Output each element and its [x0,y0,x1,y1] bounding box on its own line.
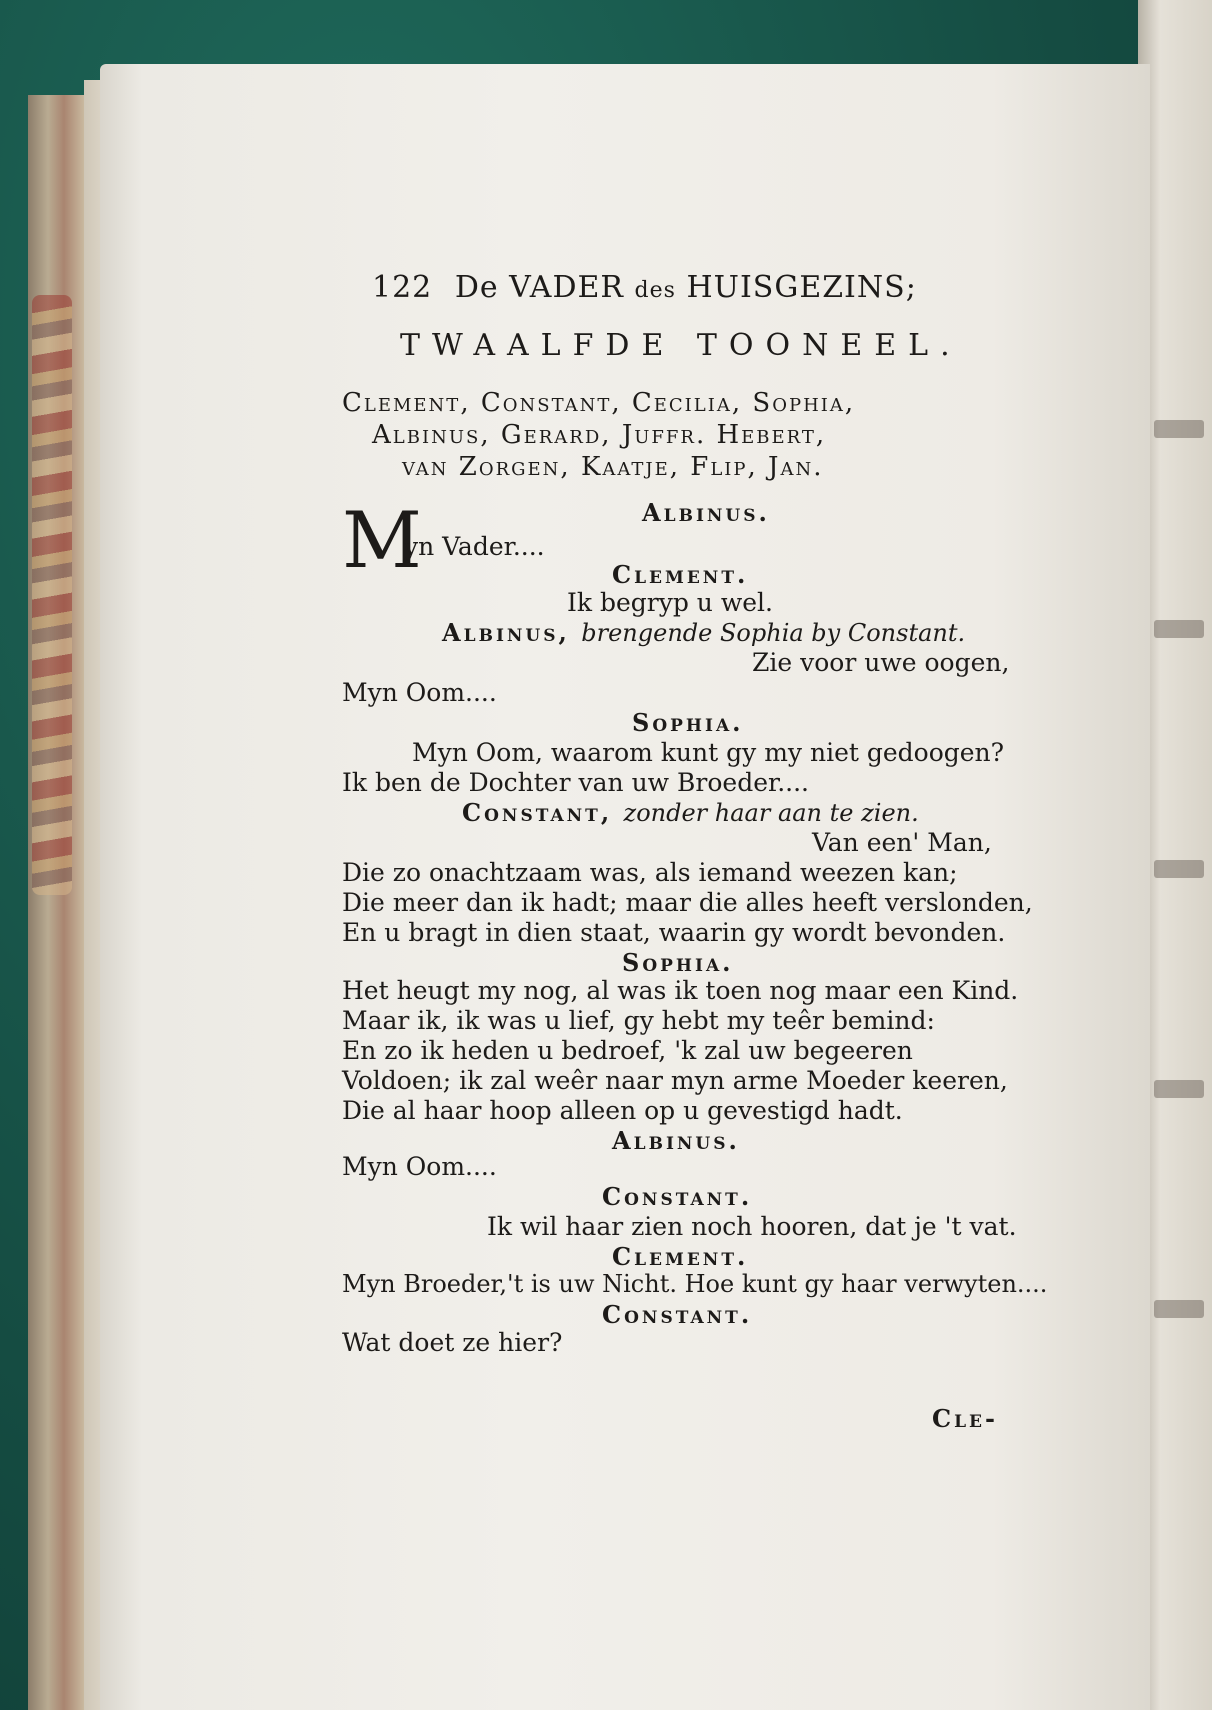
ghost-text [1154,620,1204,638]
header-title-2: des [634,278,676,303]
speaker-constant: Constant. [602,1182,753,1211]
ghost-text [1154,1300,1204,1318]
ghost-text [1154,1080,1204,1098]
page-number: 122 [372,270,433,305]
speaker-constant: Constant. [602,1300,753,1329]
catchword: Cle- [932,1404,998,1433]
speaker-albinus: Albinus. [612,1126,740,1155]
verse-line: Die meer dan ik hadt; maar die alles heeft verslonden, [342,888,1033,917]
stage-direction: brengende Sophia by Constant. [581,619,966,647]
marbled-paper [32,295,72,895]
speaker-albinus: Albinus. [642,498,770,527]
drop-cap: M [342,496,422,586]
verse-line: En u bragt in dien staat, waarin gy wordt bevonden. [342,918,1006,947]
book-page [100,64,1150,1710]
verse-line: Ik ben de Dochter van uw Broeder.... [342,768,809,797]
running-header [372,270,917,305]
cast-line-3: van Zorgen, Kaatje, Flip, Jan. [402,452,824,482]
verse-line: Myn Broeder,'t is uw Nicht. Hoe kunt gy haar verwyten.... [342,1270,1048,1298]
verse-line: yn Vader.... [404,532,545,561]
header-title-3: HUISGEZINS; [686,270,917,305]
speaker-sophia: Sophia. [622,948,734,977]
cast-line-2: Albinus, Gerard, Juffr. Hebert, [372,420,827,450]
ghost-text [1154,420,1204,438]
verse-line: Maar ik, ik was u lief, gy hebt my teêr bemind: [342,1006,935,1035]
stage-direction: zonder haar aan te zien. [623,799,919,827]
verse-line: En zo ik heden u bedroef, 'k zal uw begeeren [342,1036,913,1065]
scene-title: TWAALFDE TOONEEL. [400,328,962,363]
verse-line: Zie voor uwe oogen, [752,648,1010,677]
speaker-clement: Clement. [612,560,749,589]
verse-line: Myn Oom, waarom kunt gy my niet gedoogen? [412,738,1005,767]
speaker-constant [462,798,919,827]
verse-line: Ik begryp u wel. [567,588,773,617]
verse-line: Voldoen; ik zal weêr naar myn arme Moeder keeren, [342,1066,1008,1095]
speaker-sophia: Sophia. [632,708,744,737]
verse-line: Myn Oom.... [342,678,497,707]
verse-line: Van een' Man, [812,828,992,857]
cast-line-1: Clement, Constant, Cecilia, Sophia, [342,388,856,418]
verse-line: Myn Oom.... [342,1152,497,1181]
ghost-text [1154,860,1204,878]
verse-line: Die zo onachtzaam was, als iemand weezen kan; [342,858,958,887]
header-title-1: De VADER [454,270,624,305]
verse-line: Het heugt my nog, al was ik toen nog maar een Kind. [342,976,1019,1005]
verse-line: Ik wil haar zien noch hooren, dat je 't vat. [487,1212,1017,1241]
speaker-albinus [442,618,965,647]
speaker-clement: Clement. [612,1242,749,1271]
verse-line: Die al haar hoop alleen op u gevestigd hadt. [342,1096,903,1125]
speaker-name: Albinus, [442,618,570,647]
speaker-name: Constant, [462,798,613,827]
verse-line: Wat doet ze hier? [342,1328,563,1357]
